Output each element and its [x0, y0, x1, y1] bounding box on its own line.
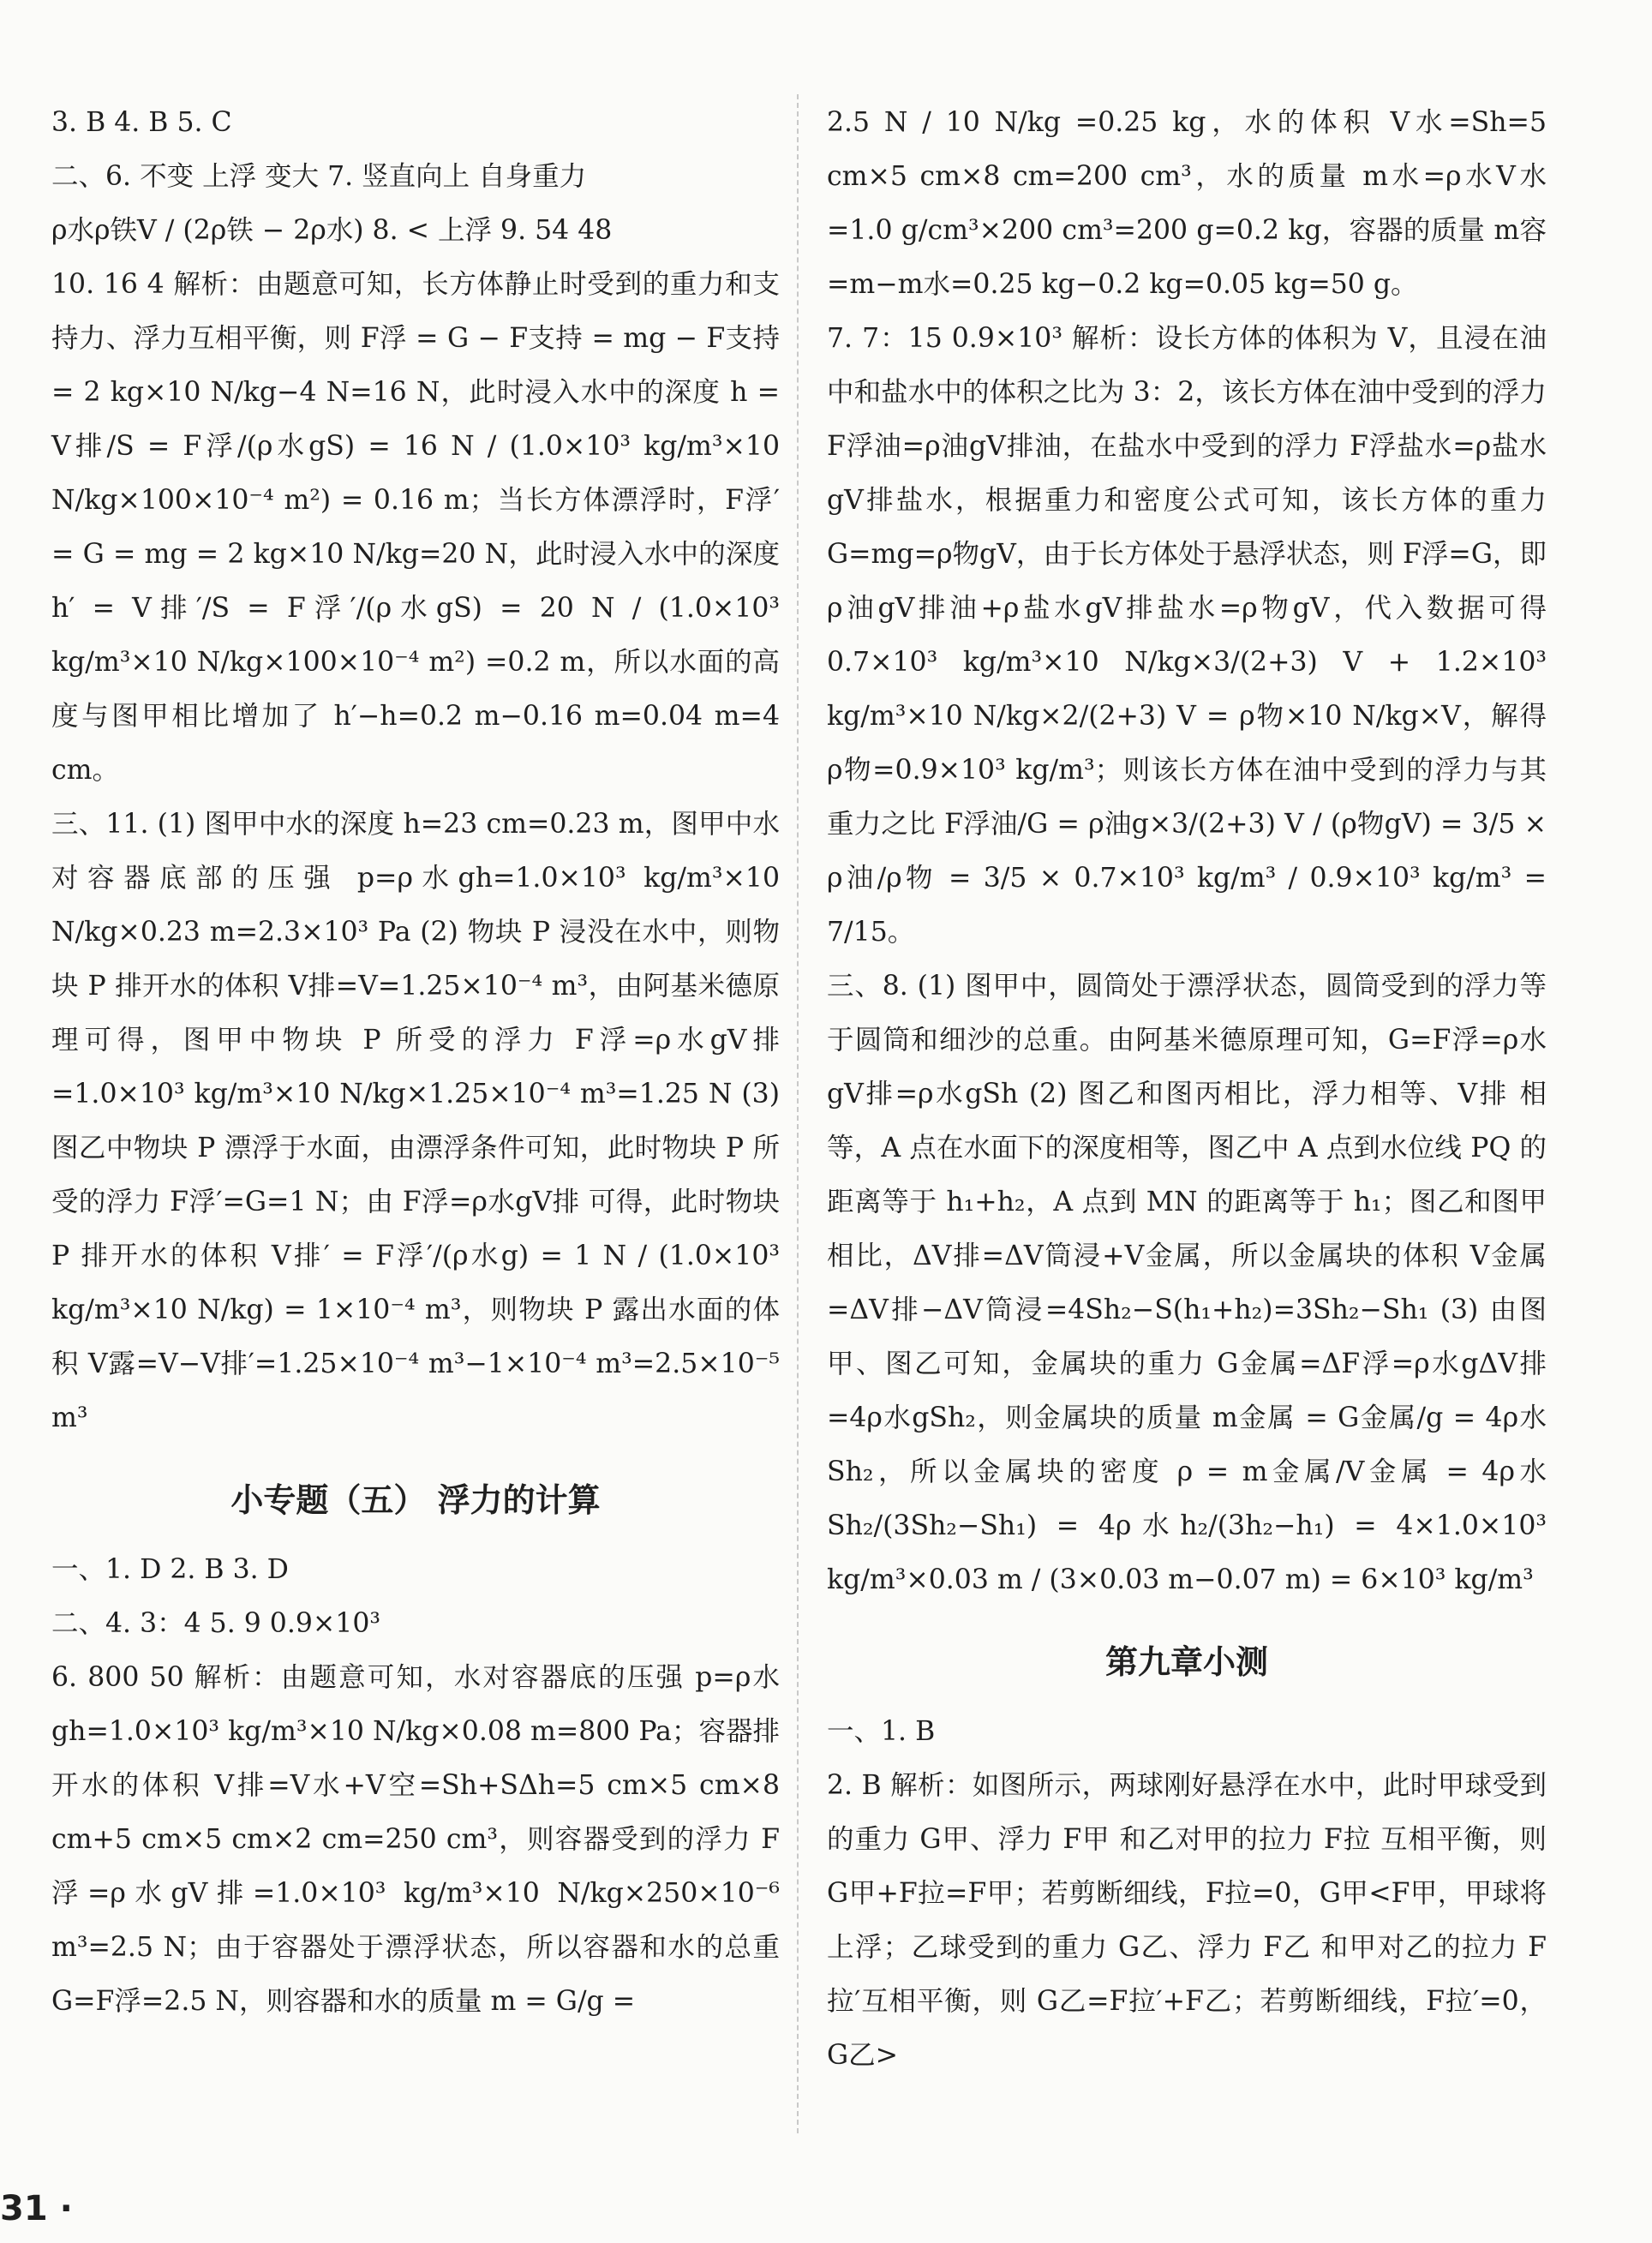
section-title-special-topic: 小专题（五） 浮力的计算 [230, 1481, 601, 1519]
answer-q11: 三、11. (1) 图甲中水的深度 h=23 cm=0.23 m，图甲中水对容器底部的压强 p=ρ水gh=1.0×10³ kg/m³×10 N/kg×0.23 m=2.3×10³ Pa (2) 物块 P 浸没在水中，则物块 P 排开水的体积 V排=V=1.25×10⁻⁴ m³，由阿基米德原理可得，图甲中物块 P 所受的浮力 F浮=ρ水gV排=1.0×10³ kg/m³×10 N/kg×1.25×10⁻⁴ m³=1.25 N (3) 图乙中物块 P 漂浮于水面，由漂浮条件可知，此时物块 P 所受的浮力 F浮′=G=1 N；由 F浮=ρ水gV排 可得，此时物块 P 排开水的体积 V排′ = F浮′/(ρ水g) = 1 N / (1.0×10³ kg/m³×10 N/kg) = 1×10⁻⁴ m³，则物块 P 露出水面的体积 V露=V−V排′=1.25×10⁻⁴ m³−1×10⁻⁴ m³=2.5×10⁻⁵ m³ [51, 809, 780, 1433]
test-answer-q2: 2. B 解析：如图所示，两球刚好悬浮在水中，此时甲球受到的重力 G甲、浮力 F甲 和乙对甲的拉力 F拉 互相平衡，则 G甲+F拉=F甲；若剪断细线，F拉=0，G甲<F甲，甲球将上浮；乙球受到的重力 G乙、浮力 F乙 和甲对乙的拉力 F拉′互相平衡，则 G乙=F拉′+F乙；若剪断细线，F拉′=0，G乙> [827, 1770, 1547, 2071]
test-answer-line-1: 一、1. B [827, 1716, 936, 1747]
page-number: 31 · [0, 2189, 73, 2228]
column-divider [797, 94, 799, 2133]
left-column [51, 96, 780, 2029]
topic-answer-line-2: 二、4. 3：4 5. 9 0.9×10³ [51, 1608, 380, 1639]
answer-q6-continued: 2.5 N / 10 N/kg =0.25 kg，水的体积 V水=Sh=5 cm×5 cm×8 cm=200 cm³，水的质量 m水=ρ水V水=1.0 g/cm³×200 cm³=200 g=0.2 kg，容器的质量 m容=m−m水=0.25 kg−0.2 kg=0.05 kg=50 g。 [827, 107, 1547, 300]
answer-q10: 10. 16 4 解析：由题意可知，长方体静止时受到的重力和支持力、浮力互相平衡，则 F浮 = G − F支持 = mg − F支持 = 2 kg×10 N/kg−4 N=16 N，此时浸入水中的深度 h = V排/S = F浮/(ρ水gS) = 16 N / (1.0×10³ kg/m³×10 N/kg×100×10⁻⁴ m²) = 0.16 m；当长方体漂浮时，F浮′ = G = mg = 2 kg×10 N/kg=20 N，此时浸入水中的深度 h′ = V排′/S = F浮′/(ρ水gS) = 20 N / (1.0×10³ kg/m³×10 N/kg×100×10⁻⁴ m²) =0.2 m，所以水面的高度与图甲相比增加了 h′−h=0.2 m−0.16 m=0.04 m=4 cm。 [51, 269, 780, 786]
answer-q8: 三、8. (1) 图甲中，圆筒处于漂浮状态，圆筒受到的浮力等于圆筒和细沙的总重。由阿基米德原理可知，G=F浮=ρ水gV排=ρ水gSh (2) 图乙和图丙相比，浮力相等、V排 相等，A 点在水面下的深度相等，图乙中 A 点到水位线 PQ 的距离等于 h₁+h₂，A 点到 MN 的距离等于 h₁；图乙和图甲相比，ΔV排=ΔV筒浸+V金属，所以金属块的体积 V金属=ΔV排−ΔV筒浸=4Sh₂−S(h₁+h₂)=3Sh₂−Sh₁ (3) 由图甲、图乙可知，金属块的重力 G金属=ΔF浮=ρ水gΔV排=4ρ水gSh₂，则金属块的质量 m金属 = G金属/g = 4ρ水Sh₂，所以金属块的密度 ρ = m金属/V金属 = 4ρ水Sh₂/(3Sh₂−Sh₁) = 4ρ水h₂/(3h₂−h₁) = 4×1.0×10³ kg/m³×0.03 m / (3×0.03 m−0.07 m) = 6×10³ kg/m³ [827, 971, 1547, 1595]
answer-line-3: ρ水ρ铁V / (2ρ铁 − 2ρ水) 8. < 上浮 9. 54 48 [51, 215, 613, 246]
topic-answer-line-1: 一、1. D 2. B 3. D [51, 1554, 289, 1585]
answer-line-1: 3. B 4. B 5. C [51, 107, 232, 138]
right-column [827, 96, 1547, 2083]
answer-line-2: 二、6. 不变 上浮 变大 7. 竖直向上 自身重力 [51, 161, 587, 192]
topic-answer-q6: 6. 800 50 解析：由题意可知，水对容器底的压强 p=ρ水gh=1.0×10³ kg/m³×10 N/kg×0.08 m=800 Pa；容器排开水的体积 V排=V水+V空=Sh+SΔh=5 cm×5 cm×8 cm+5 cm×5 cm×2 cm=250 cm³，则容器受到的浮力 F浮=ρ水gV排=1.0×10³ kg/m³×10 N/kg×250×10⁻⁶ m³=2.5 N；由于容器处于漂浮状态，所以容器和水的总重 G=F浮=2.5 N，则容器和水的质量 m = G/g = [51, 1662, 780, 2017]
section-title-chapter-test: 第九章小测 [1104, 1643, 1268, 1681]
answer-q7: 7. 7：15 0.9×10³ 解析：设长方体的体积为 V，且浸在油中和盐水中的体积之比为 3：2，该长方体在油中受到的浮力 F浮油=ρ油gV排油，在盐水中受到的浮力 F浮盐水=ρ盐水gV排盐水，根据重力和密度公式可知，该长方体的重力 G=mg=ρ物gV，由于长方体处于悬浮状态，则 F浮=G，即 ρ油gV排油+ρ盐水gV排盐水=ρ物gV，代入数据可得 0.7×10³ kg/m³×10 N/kg×3/(2+3) V + 1.2×10³ kg/m³×10 N/kg×2/(2+3) V = ρ物×10 N/kg×V，解得 ρ物=0.9×10³ kg/m³；则该长方体在油中受到的浮力与其重力之比 F浮油/G = ρ油g×3/(2+3) V / (ρ物gV) = 3/5 × ρ油/ρ物 = 3/5 × 0.7×10³ kg/m³ / 0.9×10³ kg/m³ = 7/15。 [827, 323, 1547, 948]
